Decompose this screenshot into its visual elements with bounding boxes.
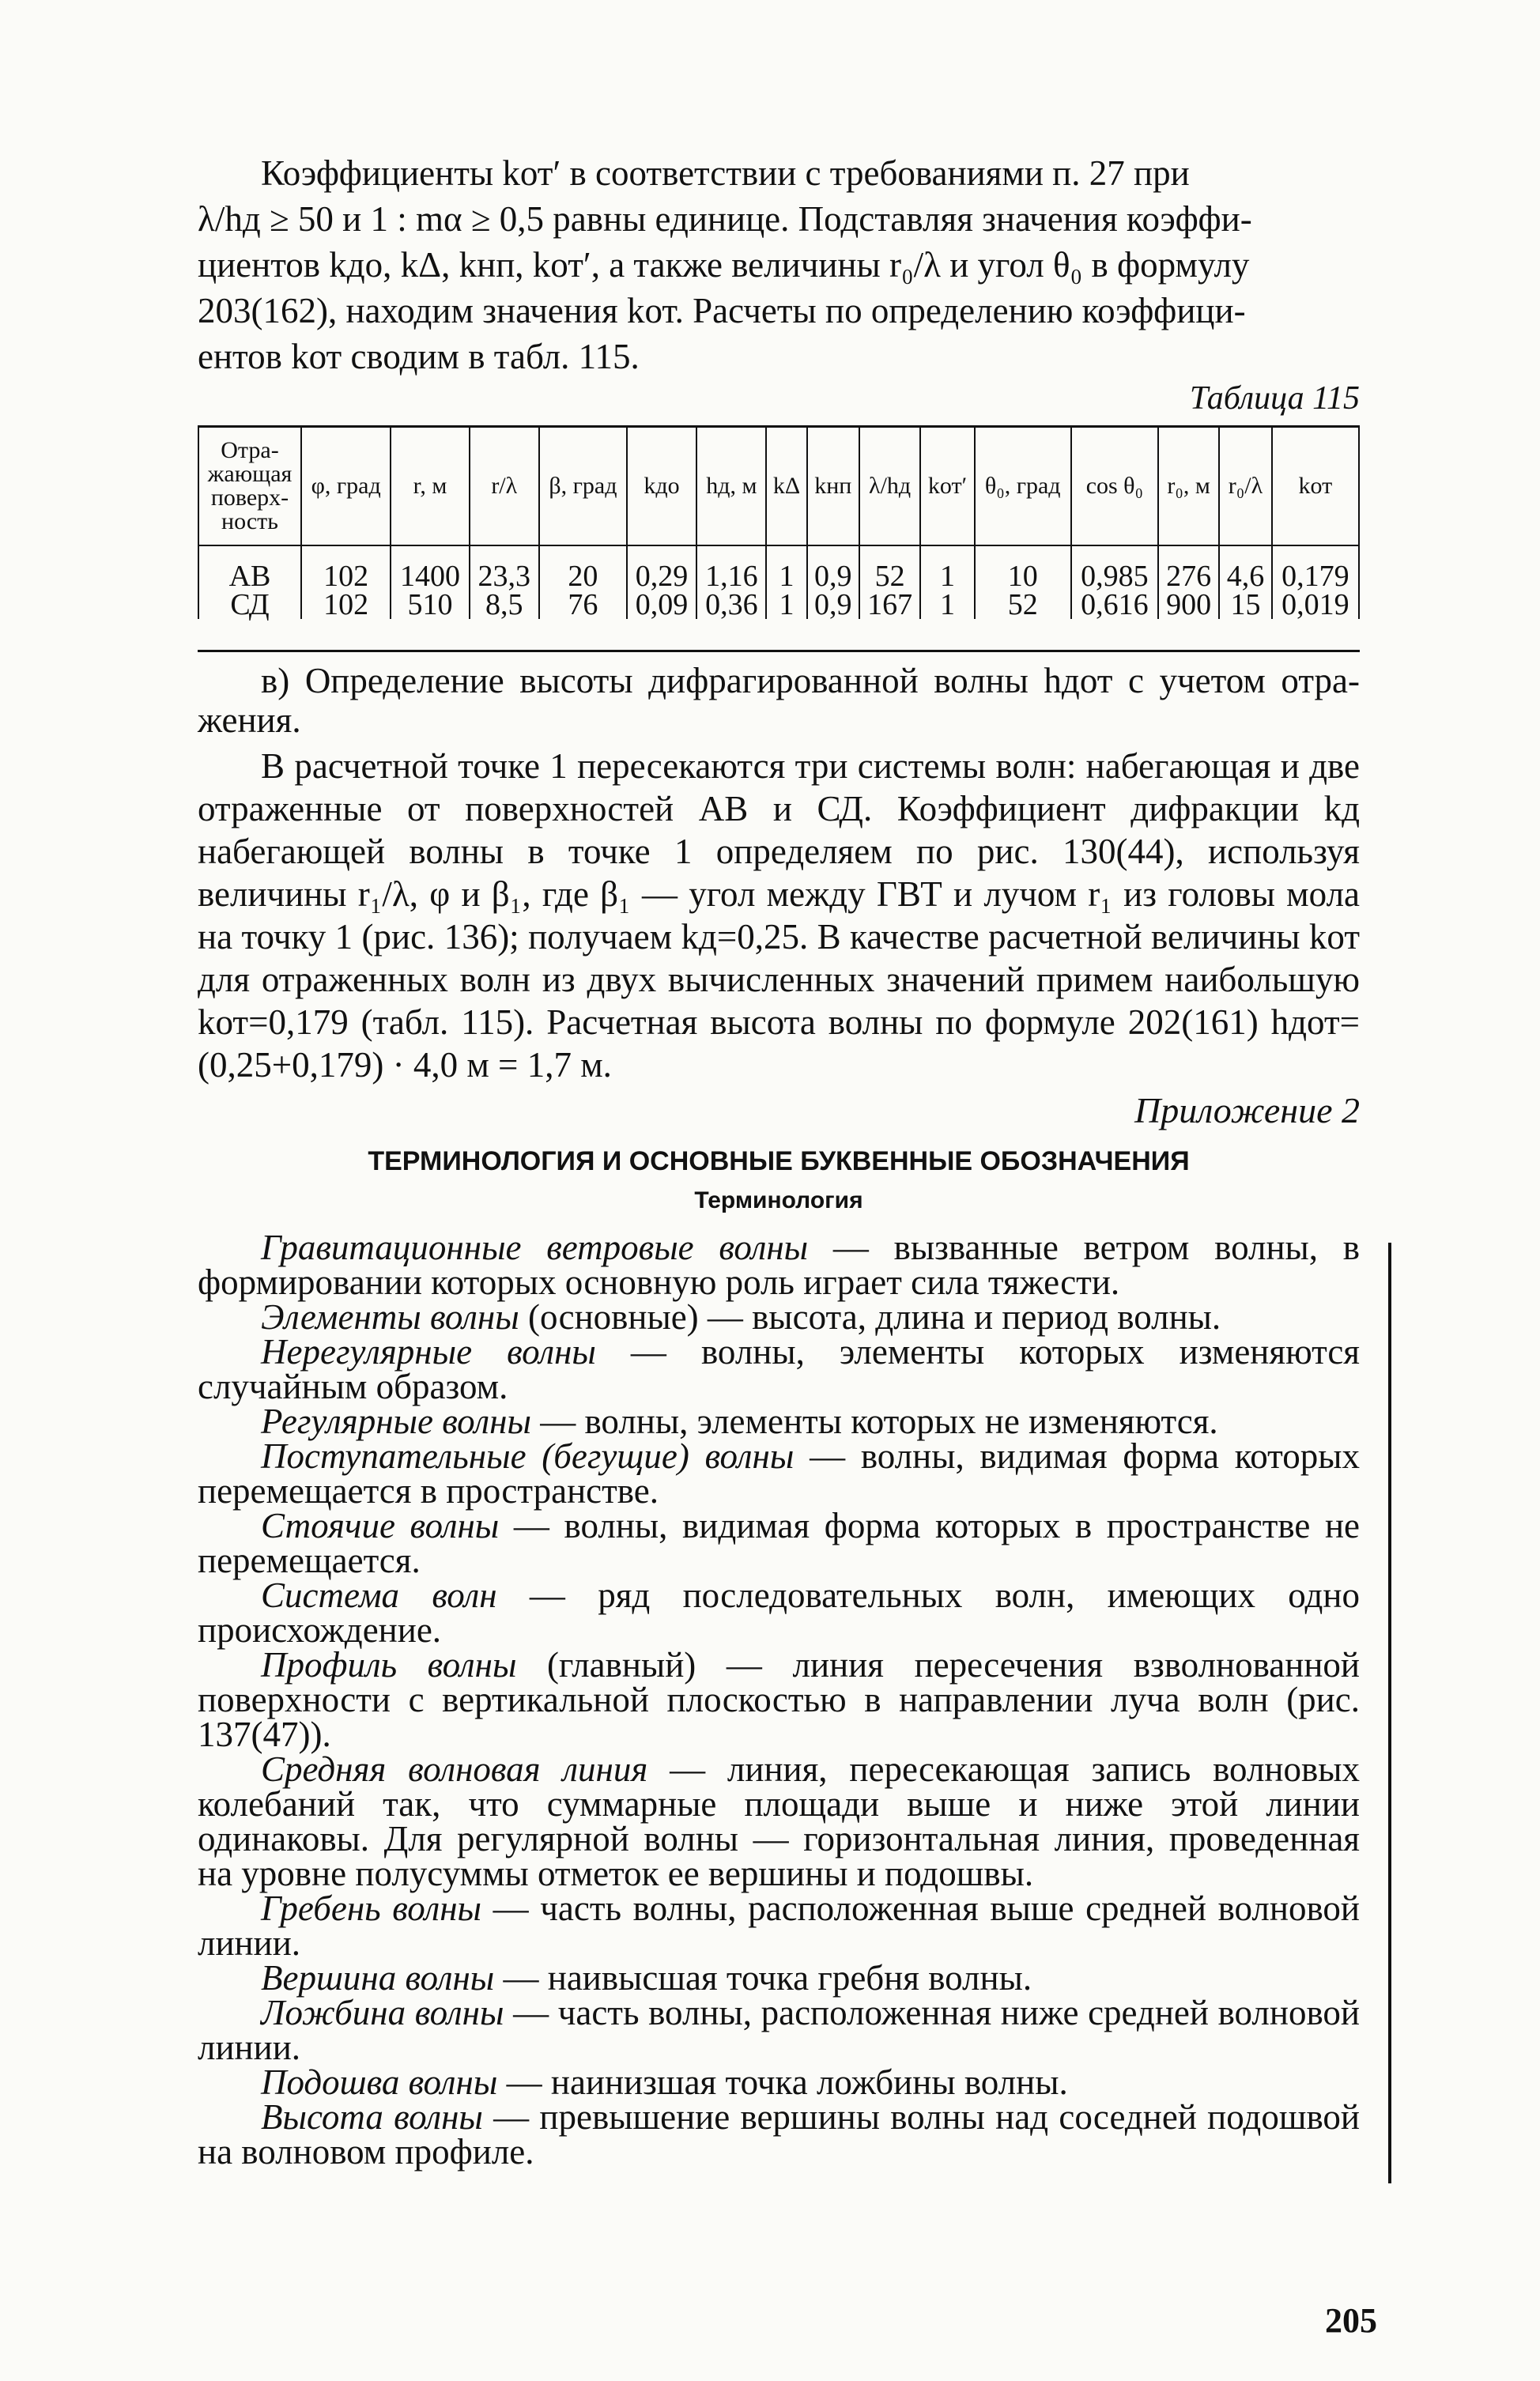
- term-name: Профиль волны: [261, 1645, 517, 1685]
- table-cell: 52: [975, 591, 1071, 619]
- table-cell: 0,616: [1071, 591, 1158, 619]
- table-cell: 0,29: [627, 545, 696, 591]
- table-cell: 0,9: [807, 591, 859, 619]
- term-name: Элементы волны: [261, 1297, 519, 1337]
- margin-rule: [1388, 1243, 1391, 2183]
- term-definition: — волны, видимая форма которых перемещается в пространстве.: [198, 1436, 1360, 1511]
- term-entry: [198, 1508, 1360, 1578]
- terms-list: [198, 1228, 1360, 2172]
- term-name: Система волн: [261, 1575, 497, 1615]
- term-entry: [198, 1575, 1360, 1650]
- term-entry: [198, 1436, 1360, 1511]
- term-name: Поступательные (бегущие) волны: [261, 1436, 795, 1476]
- term-definition: (основные) — высота, длина и период волны.: [519, 1297, 1221, 1337]
- term-name: Подошва волны: [261, 2062, 498, 2102]
- table-cell: 167: [859, 591, 920, 619]
- table-cell: 1: [766, 545, 806, 591]
- term-definition: — наивысшая точка гребня волны.: [494, 1958, 1032, 1998]
- term-name: Высота волны: [261, 2097, 483, 2137]
- section-b: [198, 661, 1360, 1086]
- table-caption: Таблица 115: [1189, 380, 1360, 417]
- intro-paragraph: [198, 150, 1360, 379]
- term-name: Ложбина волны: [261, 1993, 504, 2032]
- table-header-cell: θ₀, град: [975, 427, 1071, 545]
- table-header-cell: kнп: [807, 427, 859, 545]
- appendix-label: Приложение 2: [1134, 1090, 1360, 1130]
- data-table: [198, 427, 1360, 619]
- table-cell: 1: [920, 545, 974, 591]
- term-definition: — ряд последовательных волн, имеющих одно происхождение.: [198, 1575, 1360, 1650]
- table-cell: 1: [920, 591, 974, 619]
- table-header-cell: kΔ: [766, 427, 806, 545]
- term-entry: [198, 1230, 1360, 1300]
- table-cell: 102: [301, 545, 391, 591]
- table-header-cell: r/λ: [470, 427, 539, 545]
- table-cell: 0,36: [696, 591, 766, 619]
- table-cell: 1: [766, 591, 806, 619]
- term-definition: — часть волны, расположенная выше средней волновой линии.: [198, 1889, 1360, 1963]
- term-definition: — превышение вершины волны над соседней подошвой на волновом профиле.: [198, 2097, 1360, 2172]
- table-cell: СД: [198, 591, 301, 619]
- table-header-cell: r, м: [391, 427, 469, 545]
- table-header-cell: Отра-жающая поверх-ность: [198, 427, 301, 545]
- term-entry: [198, 1647, 1360, 1752]
- term-definition: — волны, элементы которых не изменяются.: [530, 1402, 1218, 1441]
- table-cell: 276: [1158, 545, 1219, 591]
- term-entry: [198, 1404, 1360, 1439]
- term-entry: [198, 2062, 1360, 2102]
- page-number: 205: [1325, 2301, 1377, 2340]
- table-header-cell: hд, м: [696, 427, 766, 545]
- term-entry: [198, 1958, 1360, 1998]
- table-cell: 900: [1158, 591, 1219, 619]
- table-cell: 510: [391, 591, 469, 619]
- table-cell: 0,09: [627, 591, 696, 619]
- table-cell: 1400: [391, 545, 469, 591]
- appendix-title: ТЕРМИНОЛОГИЯ И ОСНОВНЫЕ БУКВЕННЫЕ ОБОЗНАЧЕНИЯ: [368, 1146, 1190, 1176]
- term-definition: (главный) — линия пересечения взволнованной поверхности с вертикальной плоскостью в направлении луча волн (рис. 137(47)).: [198, 1645, 1360, 1754]
- term-definition: — линия, пересекающая запись волновых колебаний так, что суммарные площади выше и ниже этой линии одинаковы. Для регулярной волны — горизонтальная линия, проведенная на уровне полусуммы отметок ее вершины и подошвы.: [198, 1749, 1360, 1893]
- term-entry: [198, 2097, 1360, 2172]
- table-header-cell: λ/hд: [859, 427, 920, 545]
- table-header-cell: β, град: [539, 427, 627, 545]
- intro-line: циентов kдо, kΔ, kнп, kот′, а также величины r₀/λ и угол θ₀ в формулу: [198, 245, 1250, 285]
- intro-line: 203(162), находим значения kот. Расчеты по определению коэффици-: [198, 291, 1246, 330]
- term-definition: — часть волны, расположенная ниже средней волновой линии.: [198, 1993, 1360, 2067]
- table-header-cell: r₀, м: [1158, 427, 1219, 545]
- appendix-subtitle: Терминология: [694, 1187, 863, 1213]
- table-cell: 15: [1219, 591, 1271, 619]
- section-b-paragraph: В расчетной точке 1 пересекаются три системы волн: набегающая и две отраженные от поверхностей АВ и СД. Коэффициент дифракции kд набегающей волны в точке 1 определяем по рис. 130(44), используя величины r₁/λ, φ и β₁, где β₁ — угол между ГВТ и лучом r₁ из головы мола на точку 1 (рис. 136); получаем kд=0,25. В качестве расчетной величины kот для отраженных волн из двух вычисленных значений примем наибольшую kот=0,179 (табл. 115). Расчетная высота волны по формуле 202(161) hдот= (0,25+0,179) · 4,0 м = 1,7 м.: [198, 746, 1360, 1085]
- table-cell: 4,6: [1219, 545, 1271, 591]
- table-cell: 0,9: [807, 545, 859, 591]
- table-cell: 20: [539, 545, 627, 591]
- table-cell: 102: [301, 591, 391, 619]
- term-name: Регулярные волны: [261, 1402, 531, 1441]
- table-row: [198, 591, 1359, 619]
- table-cell: 0,179: [1272, 545, 1359, 591]
- term-name: Гравитационные ветровые волны: [261, 1228, 809, 1267]
- term-definition: — наинизшая точка ложбины волны.: [497, 2062, 1068, 2102]
- term-name: Стоячие волны: [261, 1506, 500, 1545]
- section-b-heading: в) Определение высоты дифрагированной волны hдот с учетом отра-жения.: [198, 661, 1360, 740]
- table-cell: 1,16: [696, 545, 766, 591]
- term-entry: [198, 1334, 1360, 1404]
- term-name: Вершина волны: [261, 1958, 495, 1998]
- intro-line: ентов kот сводим в табл. 115.: [198, 337, 640, 376]
- term-entry: [198, 1749, 1360, 1893]
- table-cell: 76: [539, 591, 627, 619]
- table-header-cell: kдо: [627, 427, 696, 545]
- term-definition: — вызванные ветром волны, в формировании которых основную роль играет сила тяжести.: [198, 1228, 1360, 1302]
- table-header-cell: φ, град: [301, 427, 391, 545]
- intro-line: λ/hд ≥ 50 и 1 : mα ≥ 0,5 равны единице. Подставляя значения коэффи-: [198, 199, 1252, 239]
- term-entry: [198, 1995, 1360, 2065]
- table-cell: 23,3: [470, 545, 539, 591]
- term-entry: [198, 1297, 1360, 1337]
- term-name: Гребень волны: [261, 1889, 481, 1928]
- table-bottom-rule: [198, 650, 1360, 652]
- table-cell: 10: [975, 545, 1071, 591]
- table-header-cell: kот′: [920, 427, 974, 545]
- table-header-row: [198, 427, 1359, 545]
- intro-line: Коэффициенты kот′ в соответствии с требованиями п. 27 при: [261, 153, 1190, 193]
- table-cell: 0,985: [1071, 545, 1158, 591]
- term-name: Средняя волновая линия: [261, 1749, 648, 1789]
- term-entry: [198, 1889, 1360, 1963]
- table-cell: АВ: [198, 545, 301, 591]
- table-cell: 0,019: [1272, 591, 1359, 619]
- term-definition: — волны, видимая форма которых в пространстве не перемещается.: [198, 1506, 1360, 1580]
- table-header-cell: kот: [1272, 427, 1359, 545]
- table-row: [198, 545, 1359, 591]
- table-cell: 8,5: [470, 591, 539, 619]
- term-definition: — волны, элементы которых изменяются случайным образом.: [198, 1332, 1360, 1406]
- table-header-cell: cos θ₀: [1071, 427, 1158, 545]
- table-header-cell: r₀/λ: [1219, 427, 1271, 545]
- table-cell: 52: [859, 545, 920, 591]
- term-name: Нерегулярные волны: [261, 1332, 596, 1372]
